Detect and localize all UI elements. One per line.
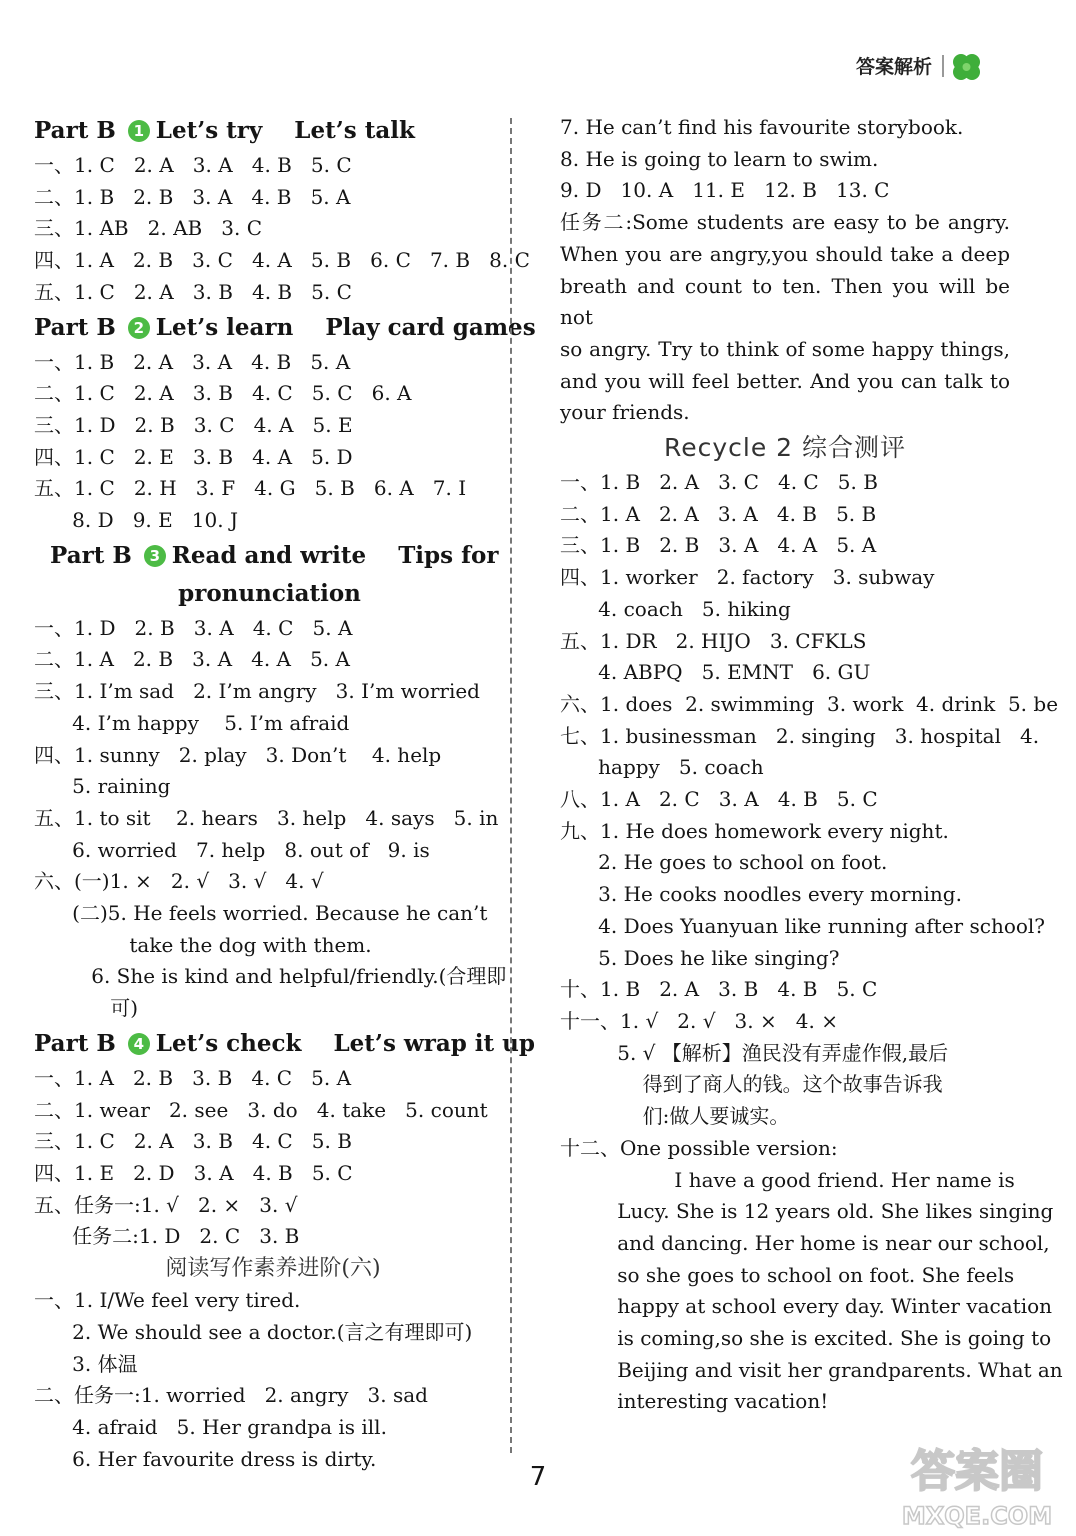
answer-line: 一、1. I/We feel very tired. — [34, 1288, 301, 1313]
answer-line: 9. D 10. A 11. E 12. B 13. C — [560, 178, 890, 203]
answer-line: 四、1. A 2. B 3. C 4. A 5. B 6. C 7. B 8. C — [34, 248, 530, 273]
answer-line: 8. D 9. E 10. J — [34, 508, 238, 533]
answer-line: 二、1. A 2. A 3. A 4. B 5. B — [560, 501, 877, 526]
answer-line: 五、任务一:1. √ 2. × 3. √ — [34, 1192, 298, 1217]
section-heading — [34, 1025, 535, 1063]
section-heading — [34, 112, 512, 150]
section-heading-title: Read and write Tips for — [171, 541, 499, 569]
answer-line: 5. √ 【解析】渔民没有弄虚作假,最后 — [560, 1040, 949, 1065]
answer-line: 五、1. DR 2. HIJO 3. CFKLS — [560, 628, 867, 653]
answer-line: 6. She is kind and helpful/friendly.(合理即 — [34, 964, 507, 989]
answer-line: 4. Does Yuanyuan like running after school? — [560, 913, 1046, 938]
answer-line: 五、1. C 2. A 3. B 4. B 5. C — [34, 279, 352, 304]
paragraph-line: your friends. — [560, 400, 690, 425]
page-number: 7 — [529, 1462, 547, 1492]
answer-line: 6. worried 7. help 8. out of 9. is — [34, 837, 430, 862]
answer-line: 二、1. wear 2. see 3. do 4. take 5. count — [34, 1097, 488, 1122]
answer-line: 九、1. He does homework every night. — [560, 818, 949, 843]
section-heading-prefix: Part B — [34, 541, 140, 569]
answer-line: 四、1. sunny 2. play 3. Don’t 4. help — [34, 742, 442, 767]
section-heading-title: Let’s check Let’s wrap it up — [155, 1029, 535, 1057]
answer-line: 7. He can’t find his favourite storybook. — [560, 115, 964, 139]
paragraph-line: so angry. Try to think of some happy things, — [560, 336, 1010, 361]
section-heading-prefix: Part B — [34, 313, 124, 341]
section-number-badge: 4 — [128, 1033, 150, 1055]
answer-line: 三、1. D 2. B 3. C 4. A 5. E — [34, 412, 353, 437]
answer-line: 一、1. D 2. B 3. A 4. C 5. A — [34, 615, 353, 640]
answer-line: 八、1. A 2. C 3. A 4. B 5. C — [560, 787, 878, 812]
answer-line: 二、1. A 2. B 3. A 4. A 5. A — [34, 647, 350, 672]
answer-line: 3. He cooks noodles every morning. — [560, 882, 962, 907]
answer-line: 4. I’m happy 5. I’m afraid — [34, 710, 350, 735]
answer-line: 任务二:1. D 2. C 3. B — [34, 1224, 300, 1249]
answer-line: 3. 体温 — [34, 1351, 138, 1376]
right-column — [560, 112, 1063, 1418]
answer-line: and dancing. Her home is near our school, — [560, 1230, 1050, 1255]
answer-line: 4. ABPQ 5. EMNT 6. GU — [560, 660, 871, 685]
left-column — [34, 112, 536, 1475]
answer-line: I have a good friend. Her name is — [560, 1167, 1015, 1192]
section-heading-title: Let’s try Let’s talk — [155, 117, 415, 144]
section-heading — [34, 309, 536, 347]
answer-line: 一、1. C 2. A 3. A 4. B 5. C — [34, 153, 352, 177]
recycle-heading: Recycle 2 综合测评 — [663, 433, 907, 463]
section-heading — [34, 537, 512, 575]
answer-line: 五、1. C 2. H 3. F 4. G 5. B 6. A 7. I — [34, 476, 467, 501]
answer-line: 二、1. B 2. B 3. A 4. B 5. A — [34, 184, 351, 209]
section-heading-prefix: pronunciation — [34, 579, 361, 607]
answer-line: 四、1. E 2. D 3. A 4. B 5. C — [34, 1160, 353, 1185]
section-heading — [34, 575, 512, 613]
answer-line: 们:做人要诚实。 — [560, 1104, 790, 1129]
section-heading-prefix: Part B — [34, 117, 124, 144]
answer-line: 一、1. B 2. A 3. C 4. C 5. B — [560, 470, 878, 495]
answer-line: 六、(一)1. × 2. √ 3. √ 4. √ — [34, 869, 324, 894]
section-heading-prefix: Part B — [34, 1029, 124, 1057]
section-number-badge: 1 — [128, 120, 150, 142]
answer-line: Beijing and visit her grandparents. What an — [560, 1357, 1063, 1382]
answer-line: 得到了商人的钱。这个故事告诉我 — [560, 1072, 943, 1097]
answer-line: 十一、1. √ 2. √ 3. × 4. × — [560, 1008, 838, 1033]
answer-line: 4. coach 5. hiking — [560, 596, 791, 621]
watermark-url: MXQE.COM — [901, 1502, 1053, 1530]
answer-line: so she goes to school on foot. She feels — [560, 1262, 1015, 1287]
answer-line: interesting vacation! — [560, 1389, 829, 1414]
answer-line: 5. Does he like singing? — [560, 945, 840, 970]
answer-line: 四、1. worker 2. factory 3. subway — [560, 565, 935, 590]
clover-icon — [950, 50, 984, 84]
column-divider — [510, 118, 512, 1453]
paragraph-line: breath and count to ten. Then you will be not — [560, 273, 1010, 330]
answer-line: 二、任务一:1. worried 2. angry 3. sad — [34, 1383, 428, 1408]
watermark-logo — [892, 1434, 1062, 1534]
answer-line: 十二、One possible version: — [560, 1135, 838, 1160]
header-divider — [942, 55, 944, 77]
answer-line: 三、1. I’m sad 2. I’m angry 3. I’m worried — [34, 679, 480, 704]
paragraph-line: and you will feel better. And you can talk to — [560, 368, 1010, 393]
answer-line: 2. He goes to school on foot. — [560, 850, 888, 875]
answer-line: 三、1. C 2. A 3. B 4. C 5. B — [34, 1129, 352, 1154]
answer-line: Lucy. She is 12 years old. She likes singing — [560, 1199, 1054, 1224]
answer-line: 6. Her favourite dress is dirty. — [34, 1446, 377, 1471]
section-number-badge: 2 — [128, 317, 150, 339]
answer-line: (二)5. He feels worried. Because he can’t — [34, 901, 488, 926]
answer-line: 五、1. to sit 2. hears 3. help 4. says 5. in — [34, 805, 499, 830]
answer-line: happy 5. coach — [560, 755, 764, 780]
answer-line: 8. He is going to learn to swim. — [560, 146, 879, 171]
answer-line: 十、1. B 2. A 3. B 4. B 5. C — [560, 977, 878, 1002]
watermark-text: 答案圈 — [911, 1446, 1043, 1497]
answer-line: take the dog with them. — [34, 932, 372, 957]
section-number-badge: 3 — [144, 545, 166, 567]
paragraph-line: When you are angry,you should take a deep — [560, 241, 1010, 266]
header-title: 答案解析 — [855, 56, 932, 78]
answer-line: 5. raining — [34, 774, 171, 799]
answer-line: 六、1. does 2. swimming 3. work 4. drink 5. be — [560, 691, 1059, 716]
answer-line: 七、1. businessman 2. singing 3. hospital 4. — [560, 723, 1040, 748]
answer-line: 三、1. AB 2. AB 3. C — [34, 216, 263, 241]
paragraph-line: 任务二:Some students are easy to be angry. — [560, 210, 1010, 235]
answer-line: 2. We should see a doctor.(言之有理即可) — [34, 1319, 473, 1344]
answer-line: 三、1. B 2. B 3. A 4. A 5. A — [560, 533, 877, 558]
section-heading-title: Let’s learn Play card games — [155, 313, 536, 341]
subsection-heading: 阅读写作素养进阶(六) — [165, 1256, 381, 1282]
answer-line: 二、1. C 2. A 3. B 4. C 5. C 6. A — [34, 381, 412, 406]
answer-line: is coming,so she is excited. She is going to — [560, 1326, 1052, 1351]
answer-line: happy at school every day. Winter vacation — [560, 1294, 1053, 1319]
answer-line: 一、1. A 2. B 3. B 4. C 5. A — [34, 1065, 352, 1090]
answer-line: 4. afraid 5. Her grandpa is ill. — [34, 1414, 387, 1439]
answer-line: 可) — [34, 996, 139, 1021]
answer-line: 一、1. B 2. A 3. A 4. B 5. A — [34, 349, 351, 374]
answer-line: 四、1. C 2. E 3. B 4. A 5. D — [34, 444, 353, 469]
